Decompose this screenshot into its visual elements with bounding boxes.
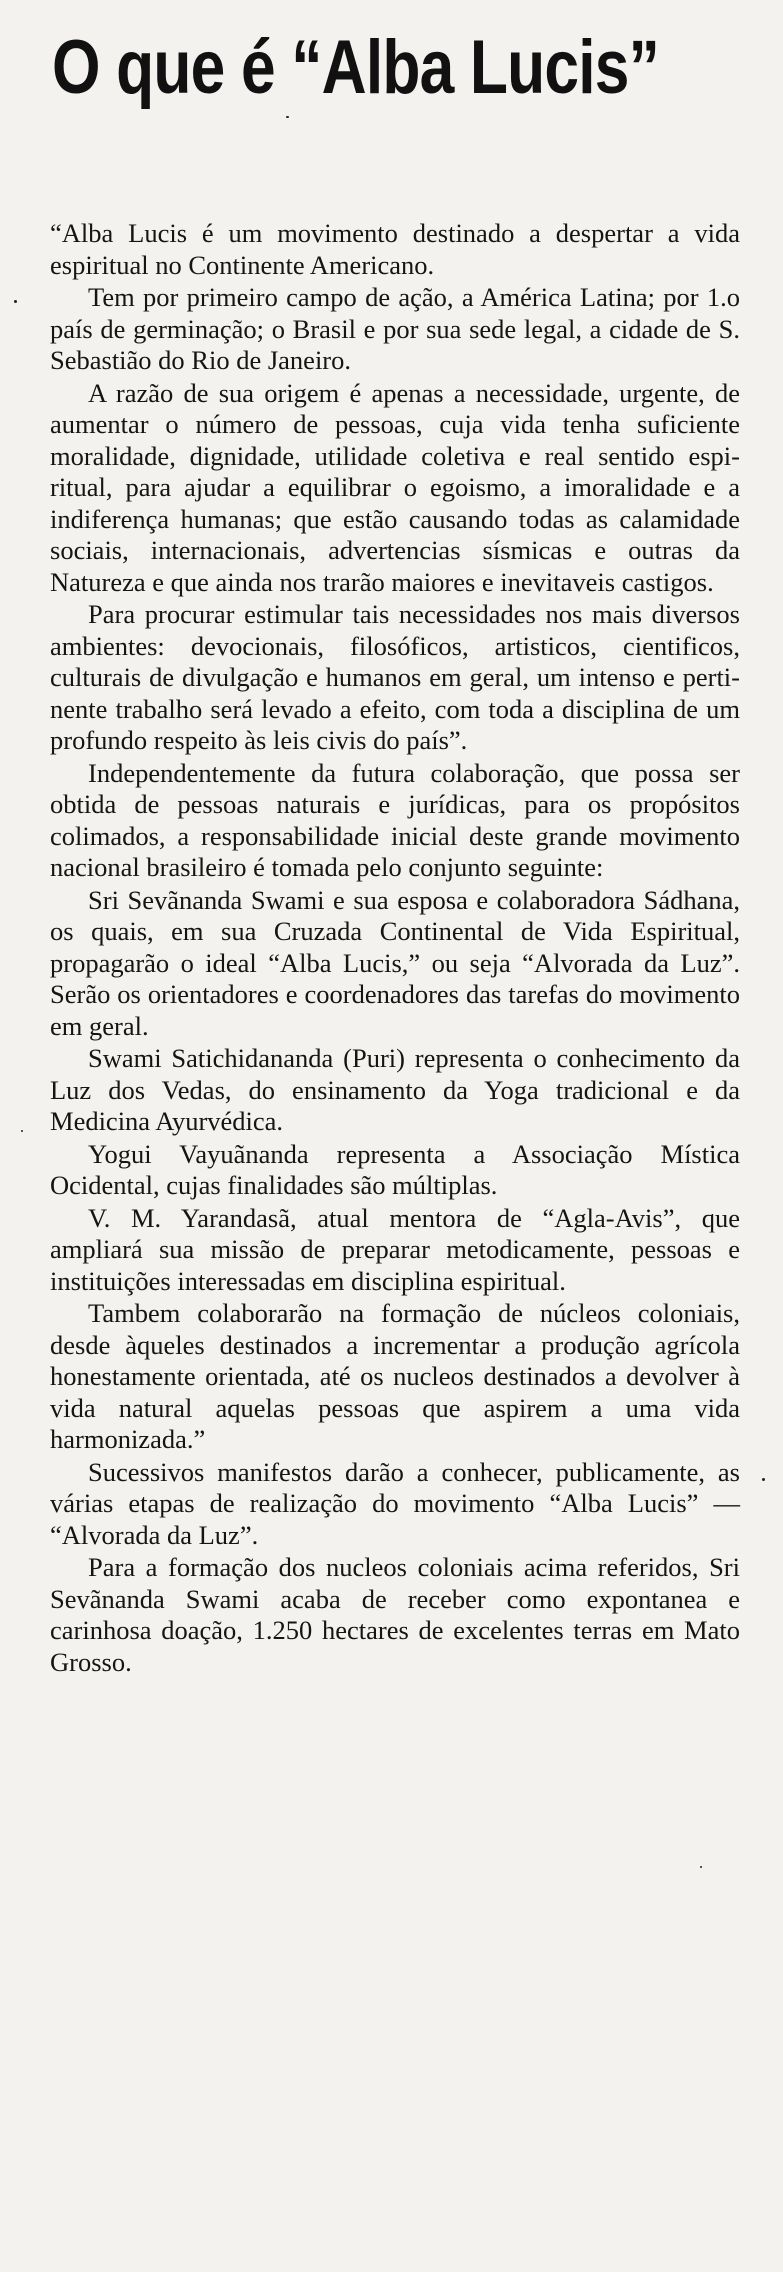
paragraph-donation: Para a formação dos nucleos coloniais acima referidos, Sri Sevãnanda Swami acaba de receber como expontanea e carinhosa doação, 1.250 hectares de excelentes terras em Mato Grosso.	[50, 1552, 740, 1677]
paragraph-colonial-nuclei: Tambem colaborarão na formação de núcleos coloniais, desde àqueles destinados a incrementar a produção agrícola honestamente orientada, até os nucleos destinados a devolver à vida natural aquelas pessoas que aspirem a uma vida harmonizada.”	[50, 1298, 740, 1454]
print-speck	[286, 116, 289, 118]
paragraph-sevananda: Sri Sevãnanda Swami e sua esposa e colaboradora Sádhana, os quais, em sua Cruzada Continental de Vida Espiritual, propagarão o ideal “Alba Lucis,” ou seja “Alvorada da Luz”. Serão os orientadores e coordenadores das tarefas do movimento em geral.	[50, 884, 740, 1041]
headline: O que é “Alba Lucis”	[52, 25, 659, 110]
paragraph-vayuananda: Yogui Vayuãnanda representa a Associação Mística Ocidental, cujas finalidades são múltiplas.	[50, 1138, 740, 1200]
paragraph-yarandasa: V. M. Yarandasã, atual mentora de “Agla-Avis”, que ampliará sua missão de preparar metodicamente, pessoas e instituições interessadas em disciplina espiritual.	[50, 1202, 740, 1296]
paragraph-manifestos: Sucessivos manifestos darão a conhecer, publicamente, as várias etapas de realização do movimento “Alba Lucis” — “Alvorada da Luz”.	[50, 1456, 740, 1550]
paragraph-satichidananda: Swami Satichidananda (Puri) representa o conhecimento da Luz dos Vedas, do ensinamento da Yoga tradicional e da Medicina Ayurvédica.	[50, 1043, 740, 1136]
print-speck	[21, 1130, 23, 1132]
paragraph-responsibility: Independentemente da futura colaboração, que possa ser obtida de pessoas naturais e jurídicas, para os propósitos colimados, a responsabilidade inicial deste grande movimento nacional brasileiro é tomada pelo conjunto seguinte:	[50, 757, 740, 882]
print-speck	[700, 1866, 702, 1868]
print-speck	[762, 1478, 765, 1481]
paragraph-origin: A razão de sua origem é apenas a necessidade, urgente, de aumentar o número de pessoas, cuja vida tenha suficiente moralidade, dignidade, utilidade coletiva e real sentido espiritual, para ajudar a equilibrar o egoismo, a imoralidade e a indiferença humanas; que estão causando todas as calamidade sociais, internacionais, advertencias sísmicas e outras da Natureza e que ainda nos trarão maiores e inevitaveis castigos.	[50, 377, 740, 597]
article-body	[50, 218, 740, 1679]
print-speck	[14, 300, 17, 303]
paragraph-stimulate: Para procurar estimular tais necessidades nos mais diversos ambientes: devocionais, filosóficos, artisticos, cientificos, culturais de divulgação e humanos em geral, um intenso e pertinente trabalho será levado a efeito, com toda a disciplina de um profundo respeito às leis civis do país”.	[50, 599, 740, 755]
paragraph-intro: “Alba Lucis é um movimento destinado a despertar a vida espiritual no Continente Americano.	[50, 218, 740, 280]
paragraph-field-of-action: Tem por primeiro campo de ação, a América Latina; por 1.o país de germinação; o Brasil e por sua sede legal, a cidade de S. Sebastião do Rio de Janeiro.	[50, 282, 740, 375]
